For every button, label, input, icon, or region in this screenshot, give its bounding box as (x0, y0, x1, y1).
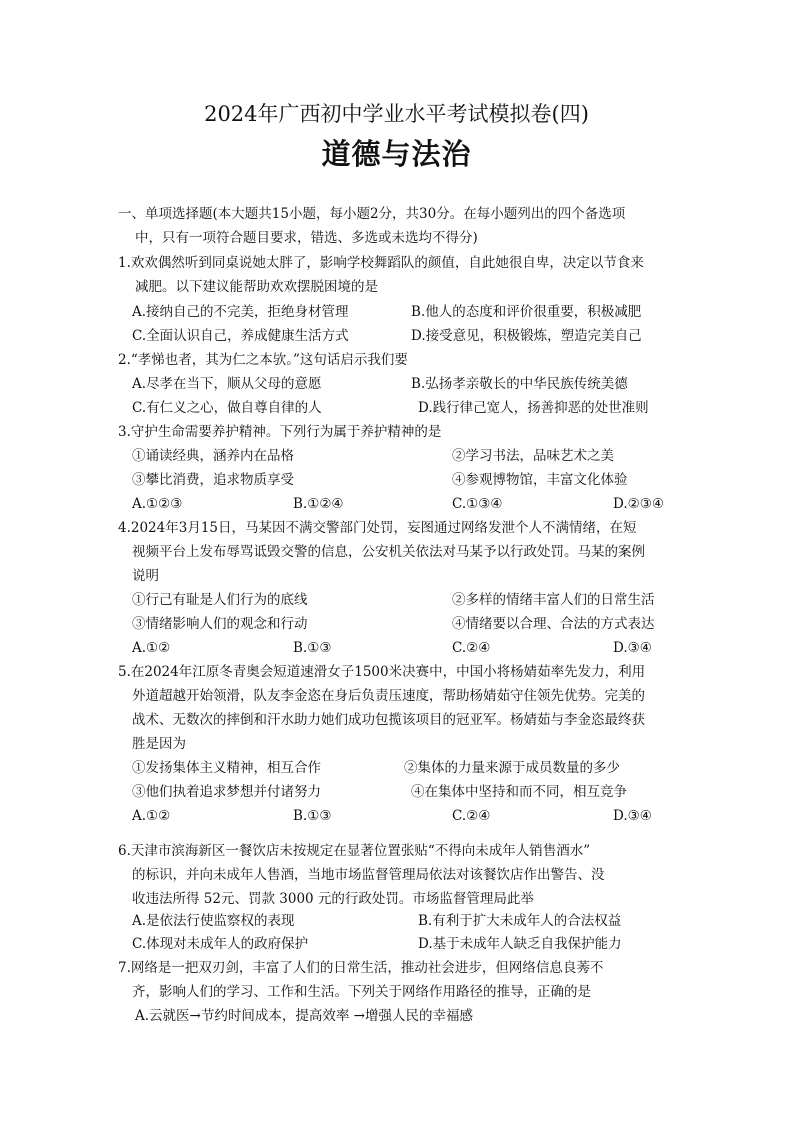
answer-option: C.全面认识自己，养成健康生活方式 (132, 328, 349, 344)
answer-option: A.是依法行使监察权的表现 (132, 913, 295, 929)
answer-option: D.基于未成年人缺乏自我保护能力 (418, 936, 622, 952)
answer-option: C.体现对未成年人的政府保护 (132, 936, 309, 952)
answer-option: A.接纳自己的不完美，拒绝身材管理 (132, 304, 349, 320)
subject-title: 道德与法治 (321, 137, 472, 171)
statement-item: ②多样的情绪丰富人们的日常生活 (452, 592, 655, 608)
answer-option: A.①② (132, 640, 171, 656)
statement-item: ③情绪影响人们的观念和行动 (132, 616, 308, 632)
answer-option: C.②④ (452, 808, 491, 824)
question-stem: 战术、无数次的摔倒和汗水助力她们成功包揽该项目的冠亚军。杨婧茹与李金恣最终获 (132, 712, 645, 728)
answer-option: D.③④ (613, 640, 652, 656)
answer-option: B.①③ (293, 640, 332, 656)
statement-item: ②集体的力量来源于成员数量的多少 (404, 760, 620, 776)
answer-option: C.①③④ (452, 496, 503, 512)
question-stem: 5.在2024年江原冬青奥会短道速滑女子1500米决赛中，中国小将杨婧茹率先发力，利用 (118, 664, 646, 680)
statement-item: ③攀比消费，追求物质享受 (132, 472, 294, 488)
question-stem: 视频平台上发布辱骂诋毁交警的信息，公安机关依法对马某予以行政处罚。马某的案例 (132, 544, 645, 560)
statement-item: ①行己有耻是人们行为的底线 (132, 592, 308, 608)
answer-option: B.他人的态度和评价很重要，积极减肥 (411, 304, 642, 320)
section-heading: 一、单项选择题(本大题共15小题，每小题2分，共30分。在每小题列出的四个备选项 (118, 206, 626, 222)
question-stem: 6.天津市滨海新区一餐饮店未按规定在显著位置张贴“不得向未成年人销售酒水” (118, 843, 591, 859)
answer-option: B.①②④ (293, 496, 344, 512)
answer-option: B.①③ (293, 808, 332, 824)
answer-option: D.接受意见，积极锻炼，塑造完美自己 (411, 328, 642, 344)
question-stem: 外道超越开始领滑，队友李金恣在身后负责压速度，帮助杨婧茹守住领先优势。完美的 (132, 688, 645, 704)
question-stem: 的标识，并向未成年人售酒，当地市场监督管理局依法对该餐饮店作出警告、没 (132, 867, 605, 883)
answer-option: A.①②③ (132, 496, 183, 512)
statement-item: ②学习书法，品味艺术之美 (452, 448, 614, 464)
question-stem: 7.网络是一把双刃剑，丰富了人们的日常生活，推动社会进步，但网络信息良莠不 (118, 960, 604, 976)
statement-item: ④参观博物馆，丰富文化体验 (452, 472, 628, 488)
question-stem: 1.欢欢偶然听到同桌说她太胖了，影响学校舞蹈队的颜值，自此她很自卑，决定以节食来 (118, 255, 644, 271)
answer-option: C.②④ (452, 640, 491, 656)
question-stem: 说明 (132, 568, 159, 584)
answer-option: C.有仁义之心，做自尊自律的人 (132, 400, 322, 416)
question-stem: 胜是因为 (132, 736, 186, 752)
question-stem: 2.“孝悌也者，其为仁之本欤。”这句话启示我们要 (118, 352, 408, 368)
question-stem: 收违法所得 52元、罚款 3000 元的行政处罚。市场监督管理局此举 (132, 891, 534, 907)
question-stem: 3.守护生命需要养护精神。下列行为属于养护精神的是 (118, 424, 442, 440)
answer-option: A.①② (132, 808, 171, 824)
section-instructions: 中，只有一项符合题目要求，错选、多选或未选均不得分) (135, 230, 478, 246)
statement-item: ①诵读经典，涵养内在品格 (132, 448, 294, 464)
statement-item: ③他们执着追求梦想并付诸努力 (132, 784, 321, 800)
answer-option: D.②③④ (613, 496, 664, 512)
statement-item: ④情绪要以合理、合法的方式表达 (452, 616, 655, 632)
exam-title: 2024年广西初中学业水平考试模拟卷(四) (204, 102, 589, 126)
answer-option: A.云就医→节约时间成本，提高效率 →增强人民的幸福感 (135, 1008, 473, 1024)
statement-item: ④在集体中坚持和而不同，相互竞争 (411, 784, 627, 800)
answer-option: B.有利于扩大未成年人的合法权益 (418, 913, 622, 929)
answer-option: B.弘扬孝亲敬长的中华民族传统美德 (411, 376, 628, 392)
question-stem: 齐，影响人们的学习、工作和生活。下列关于网络作用路径的推导，正确的是 (132, 984, 591, 1000)
question-stem: 4.2024年3月15日，马某因不满交警部门处罚，妄图通过网络发泄个人不满情绪，在短 (118, 520, 637, 536)
question-stem: 减肥。以下建议能帮助欢欢摆脱困境的是 (135, 279, 378, 295)
statement-item: ①发扬集体主义精神，相互合作 (132, 760, 321, 776)
answer-option: D.③④ (613, 808, 652, 824)
answer-option: D.践行律己宽人，扬善抑恶的处世准则 (418, 400, 649, 416)
answer-option: A.尽孝在当下，顺从父母的意愿 (132, 376, 322, 392)
